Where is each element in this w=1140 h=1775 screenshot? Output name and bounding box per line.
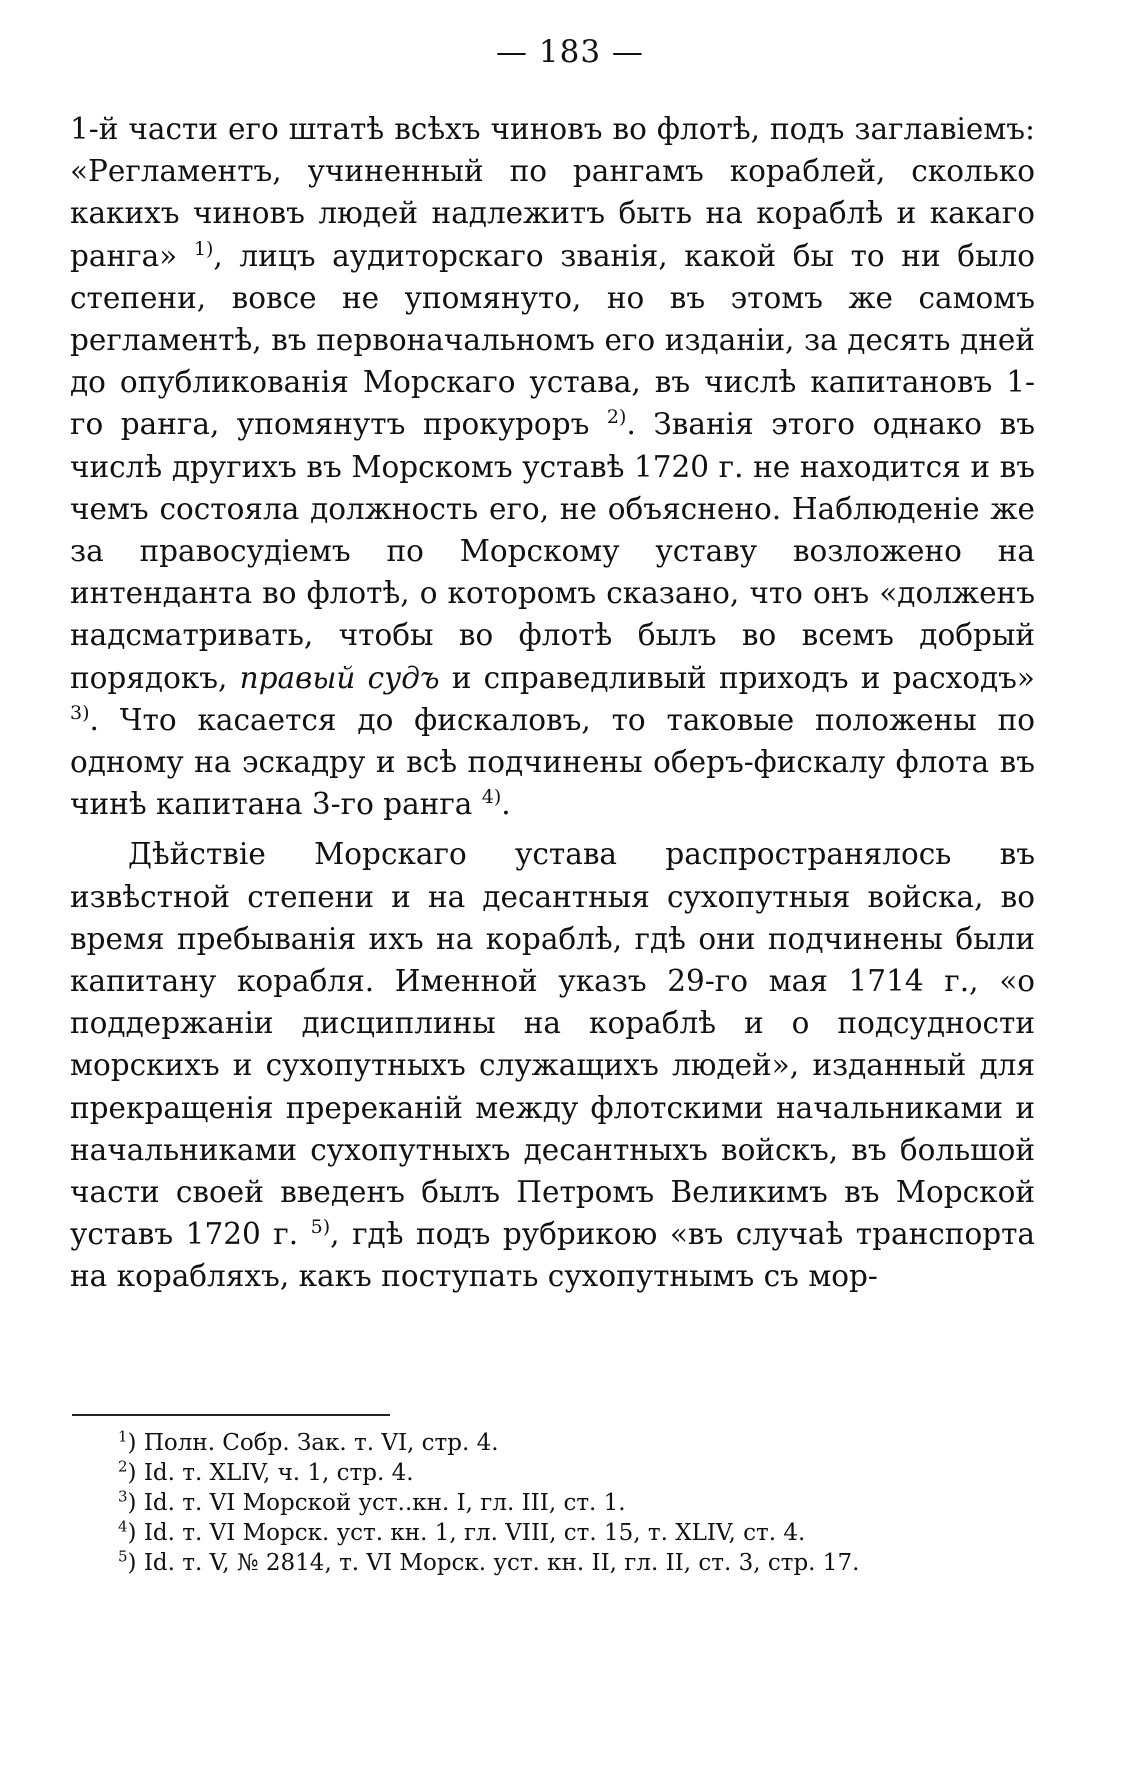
footnote-4-mark: 4 <box>118 1517 128 1536</box>
paragraph-2-text-1: Дѣйствіе Морскаго устава распространялось въ извѣстной степени и на десантныя сухопутныя войска, во время пребыванія ихъ на кораблѣ, гдѣ они подчинены были капитану корабля. Именной указъ 29-го мая 1714 г., «о поддержаніи дисциплины на кораблѣ и о подсудности морскихъ и сухопутныхъ служащихъ людей», изданный для прекращенія пререканій между флотскими начальниками и начальниками сухопутныхъ десантныхъ войскъ, въ большой части своей введенъ былъ Петромъ Великимъ въ Морской уставъ 1720 г. <box>70 837 1035 1252</box>
footnote-ref-3[interactable]: 3) <box>70 702 90 725</box>
footnote-1-mark: 1 <box>118 1427 128 1446</box>
footnote-5-text: Id. т. V, № 2814, т. VI Морск. уст. кн. II, гл. II, ст. 3, стр. 17. <box>143 1550 860 1576</box>
footnote-4: $^4$) Id. т. VI Морск. уст. кн. 1, гл. VIII, ст. 15, т. XLIV, ст. 4. <box>118 1517 806 1546</box>
footnote-ref-3-num: 3 <box>70 702 83 725</box>
footnote-3-text: Id. т. VI Морской уст..кн. I, гл. III, ст. 1. <box>143 1490 626 1516</box>
footnote-5-mark: 5 <box>118 1547 128 1566</box>
paragraph-1-text-6: . <box>501 787 511 822</box>
footnote-3-mark: 3 <box>118 1487 128 1506</box>
footnote-ref-5[interactable]: 5) <box>310 1216 331 1239</box>
footnote-divider <box>72 1414 390 1416</box>
footnote-ref-4-num: 4 <box>481 786 494 809</box>
footnote-3: $^3$) Id. т. VI Морской уст..кн. I, гл. III, ст. 1. <box>118 1487 626 1516</box>
footnote-1-text: Полн. Собр. Зак. т. VI, стр. 4. <box>143 1430 499 1456</box>
paragraph-2 <box>70 833 1035 1297</box>
page-number: — 183 — <box>496 34 644 70</box>
paragraph-1-text-3: . Званія этого однако въ числѣ другихъ въ Морскомъ уставѣ 1720 г. не находится и въ чемъ состояла должность его, не объяснено. Наблюденіе же за правосудіемъ по Морскому уставу возложено на интенданта во флотѣ, о которомъ сказано, что онъ «долженъ надсматривать, чтобы во флотѣ былъ во всемъ добрый порядокъ, <box>70 407 1035 695</box>
footnote-ref-5-num: 5 <box>310 1216 323 1239</box>
footnote-ref-1[interactable]: 1) <box>193 237 214 260</box>
footnote-2-mark: 2 <box>118 1457 128 1476</box>
footnote-ref-2-num: 2 <box>606 406 620 429</box>
footnote-ref-2[interactable]: 2) <box>606 406 627 429</box>
italic-phrase: правый судъ <box>239 660 440 695</box>
footnote-2: $^2$) Id. т. XLIV, ч. 1, стр. 4. <box>118 1457 414 1486</box>
paragraph-1 <box>70 108 1035 825</box>
paragraph-1-text-4: и справедливый приходъ и расходъ» <box>451 660 1035 695</box>
paragraph-1-text-2: , лицъ аудиторскаго званія, какой бы то ни было степени, вовсе не упомянуто, но въ этомъ же самомъ регламентѣ, въ первоначальномъ его изданіи, за десять дней до опубликованія Морскаго устава, въ числѣ капитановъ 1-го ранга, упомянутъ прокуроръ <box>70 238 1035 442</box>
body-text <box>70 108 1035 1298</box>
footnote-5: $^5$) Id. т. V, № 2814, т. VI Морск. уст. кн. II, гл. II, ст. 3, стр. 17. <box>118 1547 860 1576</box>
footnote-ref-1-num: 1 <box>193 237 206 260</box>
footnote-ref-4[interactable]: 4) <box>481 786 502 809</box>
paragraph-2-text-2: , гдѣ подъ рубрикою «въ случаѣ транспорта на корабляхъ, какъ поступать сухопутнымъ съ мор- <box>70 1217 1035 1294</box>
paragraph-1-text-5: . Что касается до фискаловъ, то таковые положены по одному на эскадру и всѣ подчинены оберъ-фискалу флота въ чинѣ капитана 3-го ранга <box>70 702 1035 822</box>
footnote-4-text: Id. т. VI Морск. уст. кн. 1, гл. VIII, ст. 15, т. XLIV, ст. 4. <box>143 1520 806 1546</box>
footnote-2-text: Id. т. XLIV, ч. 1, стр. 4. <box>143 1460 414 1486</box>
footnotes <box>118 1428 1038 1578</box>
paragraph-1-text-1: 1-й части его штатѣ всѣхъ чиновъ во флотѣ, подъ заглавіемъ: «Регламентъ, учиненный по рангамъ кораблей, сколько какихъ чиновъ людей надлежитъ быть на кораблѣ и какаго ранга» <box>70 112 1035 273</box>
footnote-1: $^1$) Полн. Собр. Зак. т. VI, стр. 4. <box>118 1427 499 1456</box>
